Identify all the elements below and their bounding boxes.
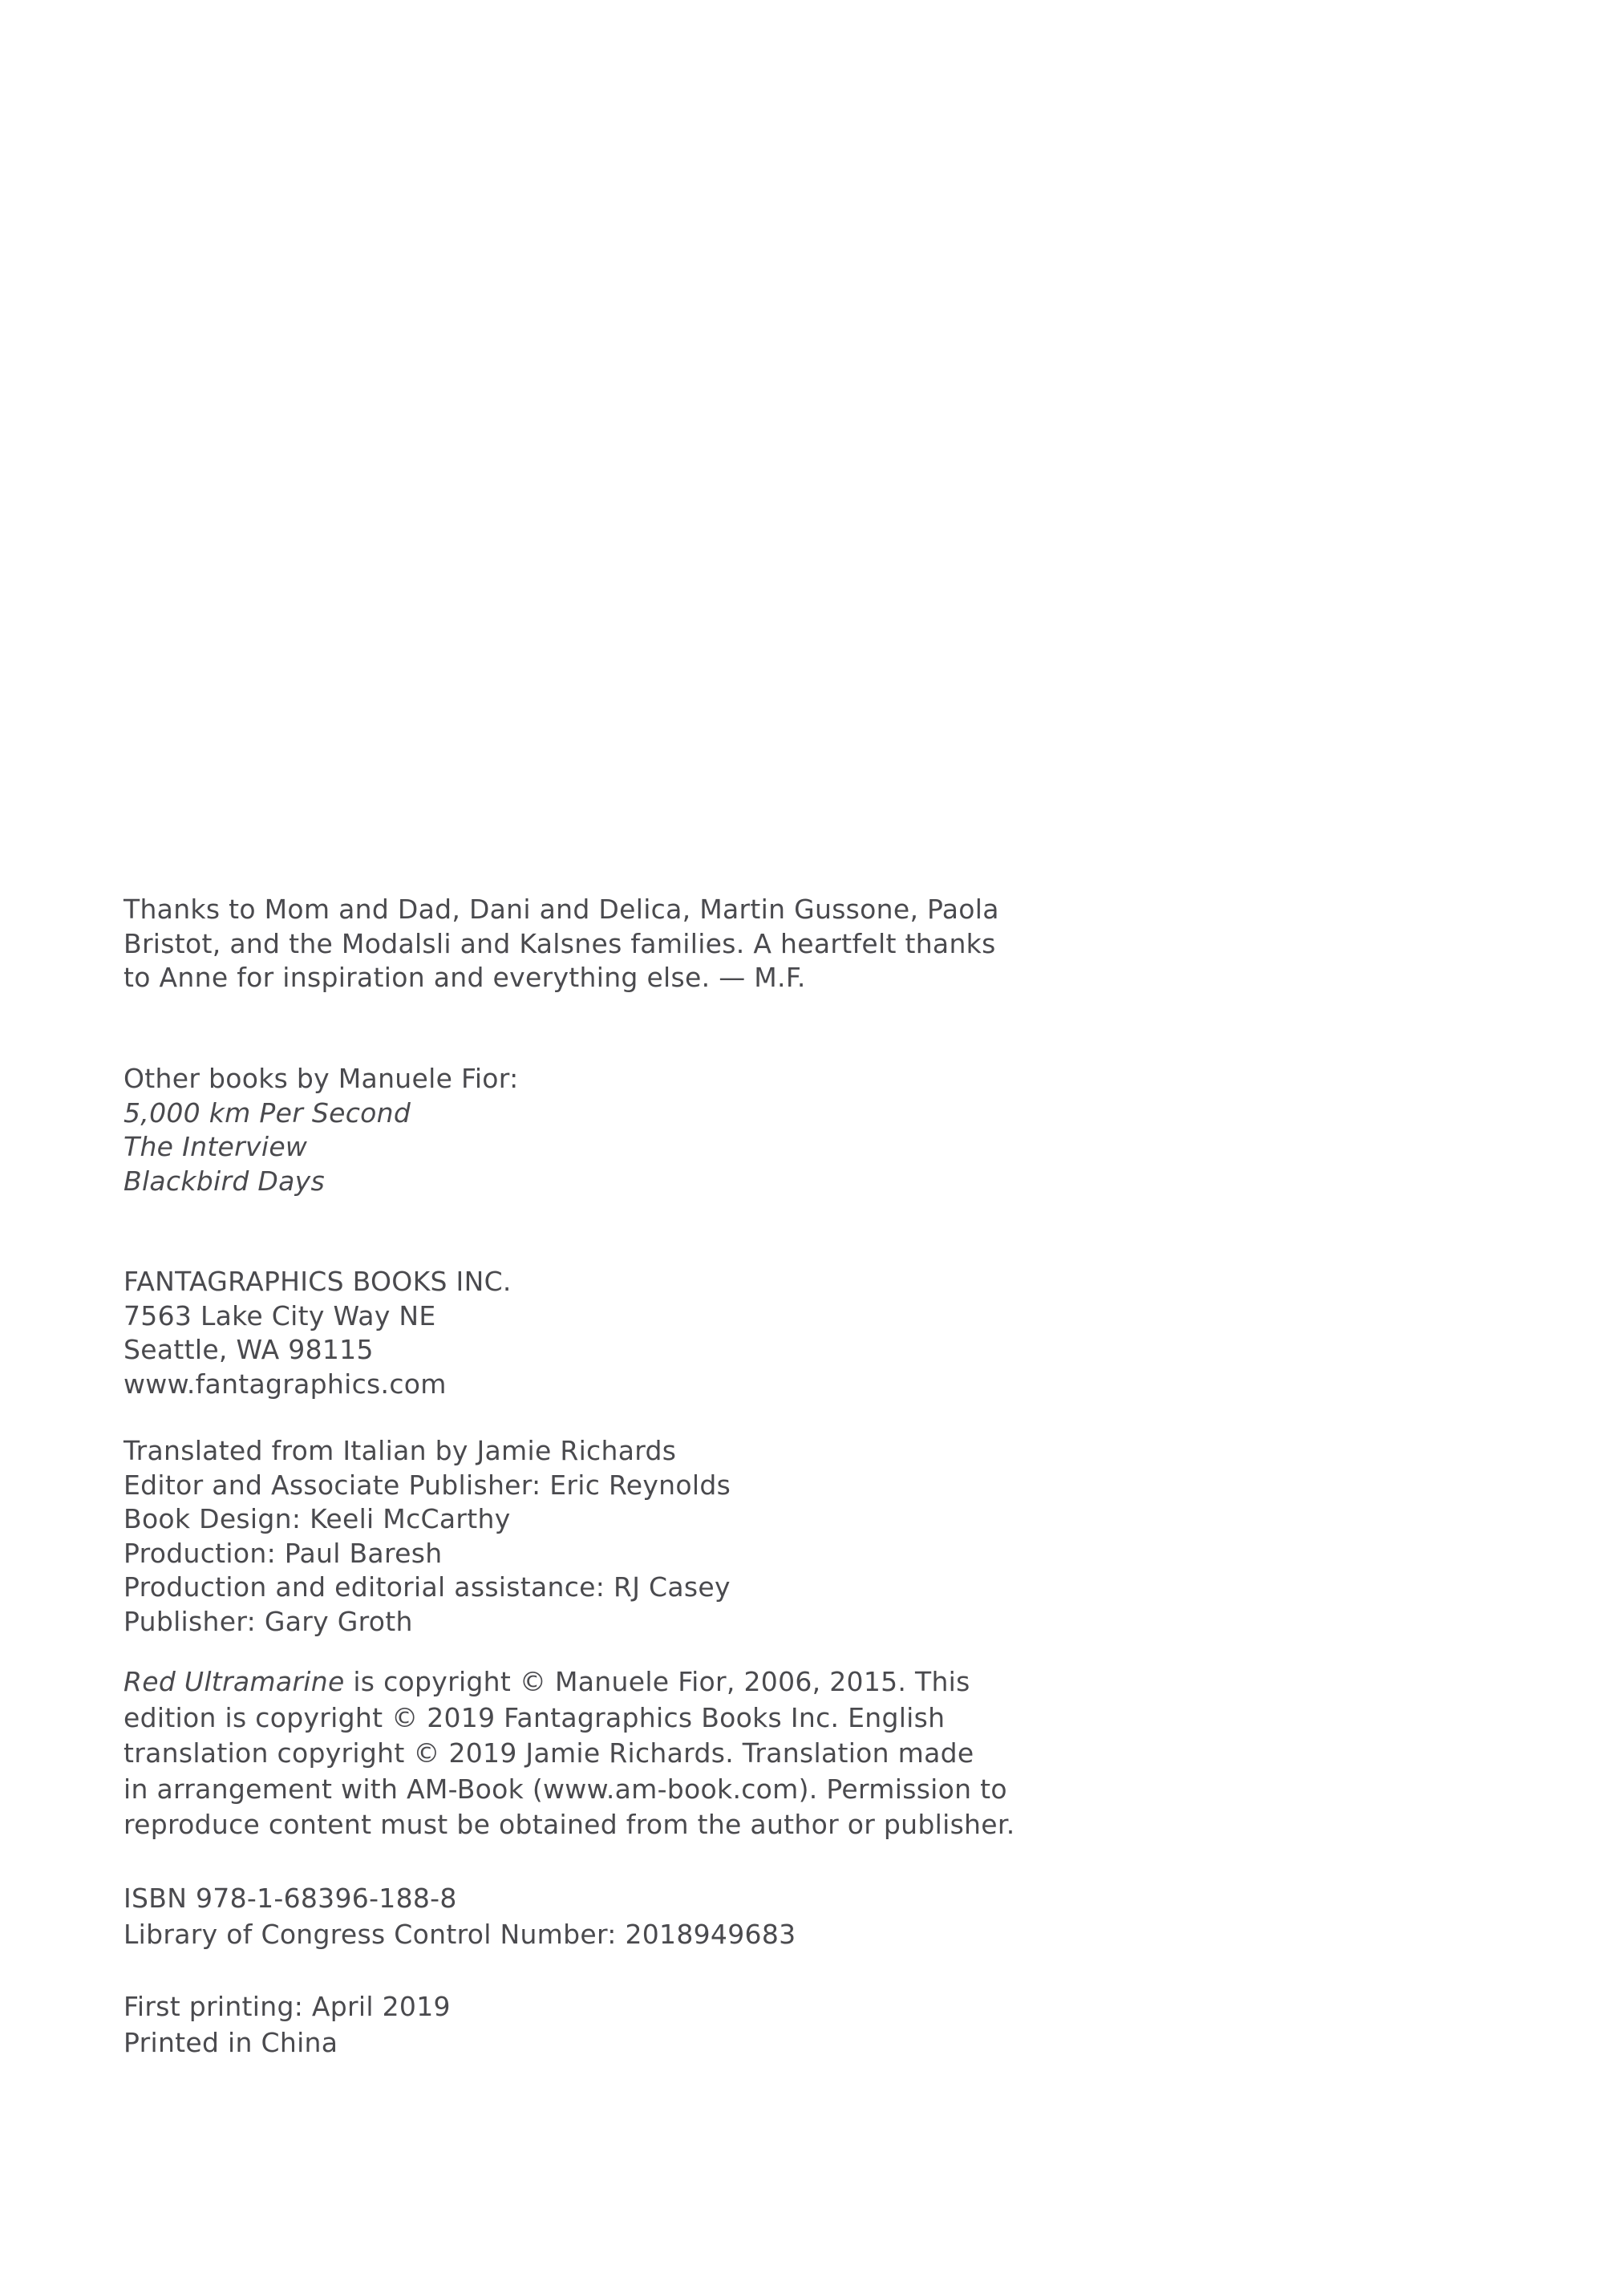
copyright-first-line-rest: is copyright © Manuele Fior, 2006, 2015. This [344, 1666, 970, 1697]
other-books [124, 1062, 1022, 1198]
acknowledgments-line: Bristot, and the Modalsli and Kalsnes families. A heartfelt thanks [124, 927, 996, 959]
other-books-heading: Other books by Manuele Fior: [124, 1063, 519, 1094]
first-printing: First printing: April 2019 [124, 1991, 451, 2022]
credit-line: Production: Paul Baresh [124, 1537, 443, 1569]
isbn: ISBN 978-1-68396-188-8 [124, 1883, 457, 1914]
copyright-line: in arrangement with AM-Book (www.am-book.com). Permission to [124, 1773, 1007, 1805]
copyright-first-line [124, 1664, 1022, 1700]
publisher-street: 7563 Lake City Way NE [124, 1299, 436, 1331]
printing-info [124, 1989, 1022, 2061]
credit-line: Editor and Associate Publisher: Eric Reynolds [124, 1469, 731, 1501]
copyright-line: reproduce content must be obtained from the author or publisher. [124, 1809, 1015, 1840]
book-title: Red Ultramarine [124, 1666, 345, 1697]
other-book-title: 5,000 km Per Second [124, 1096, 411, 1129]
other-book-title: Blackbird Days [124, 1165, 325, 1197]
credit-line: Publisher: Gary Groth [124, 1605, 413, 1637]
copyright-notice [124, 1664, 1022, 1843]
identifiers [124, 1881, 1022, 1952]
lccn: Library of Congress Control Number: 2018949683 [124, 1918, 796, 1950]
copyright-line: edition is copyright © 2019 Fantagraphics Books Inc. English [124, 1701, 946, 1733]
publisher-address [124, 1265, 1022, 1401]
publisher-city: Seattle, WA 98115 [124, 1334, 374, 1365]
credit-line: Production and editorial assistance: RJ Casey [124, 1571, 731, 1603]
acknowledgments [124, 893, 1022, 995]
other-book-title: The Interview [124, 1131, 308, 1162]
copyright-line: translation copyright © 2019 Jamie Richards. Translation made [124, 1737, 974, 1769]
credits [124, 1434, 1022, 1639]
publisher-name: FANTAGRAPHICS BOOKS INC. [124, 1266, 512, 1297]
credit-line: Translated from Italian by Jamie Richards [124, 1435, 677, 1466]
publisher-website: www.fantagraphics.com [124, 1368, 447, 1400]
printed-in: Printed in China [124, 2026, 338, 2058]
acknowledgments-line: Thanks to Mom and Dad, Dani and Delica, Martin Gussone, Paola [124, 894, 999, 925]
acknowledgments-line: to Anne for inspiration and everything else. — M.F. [124, 962, 806, 993]
credit-line: Book Design: Keeli McCarthy [124, 1503, 511, 1534]
